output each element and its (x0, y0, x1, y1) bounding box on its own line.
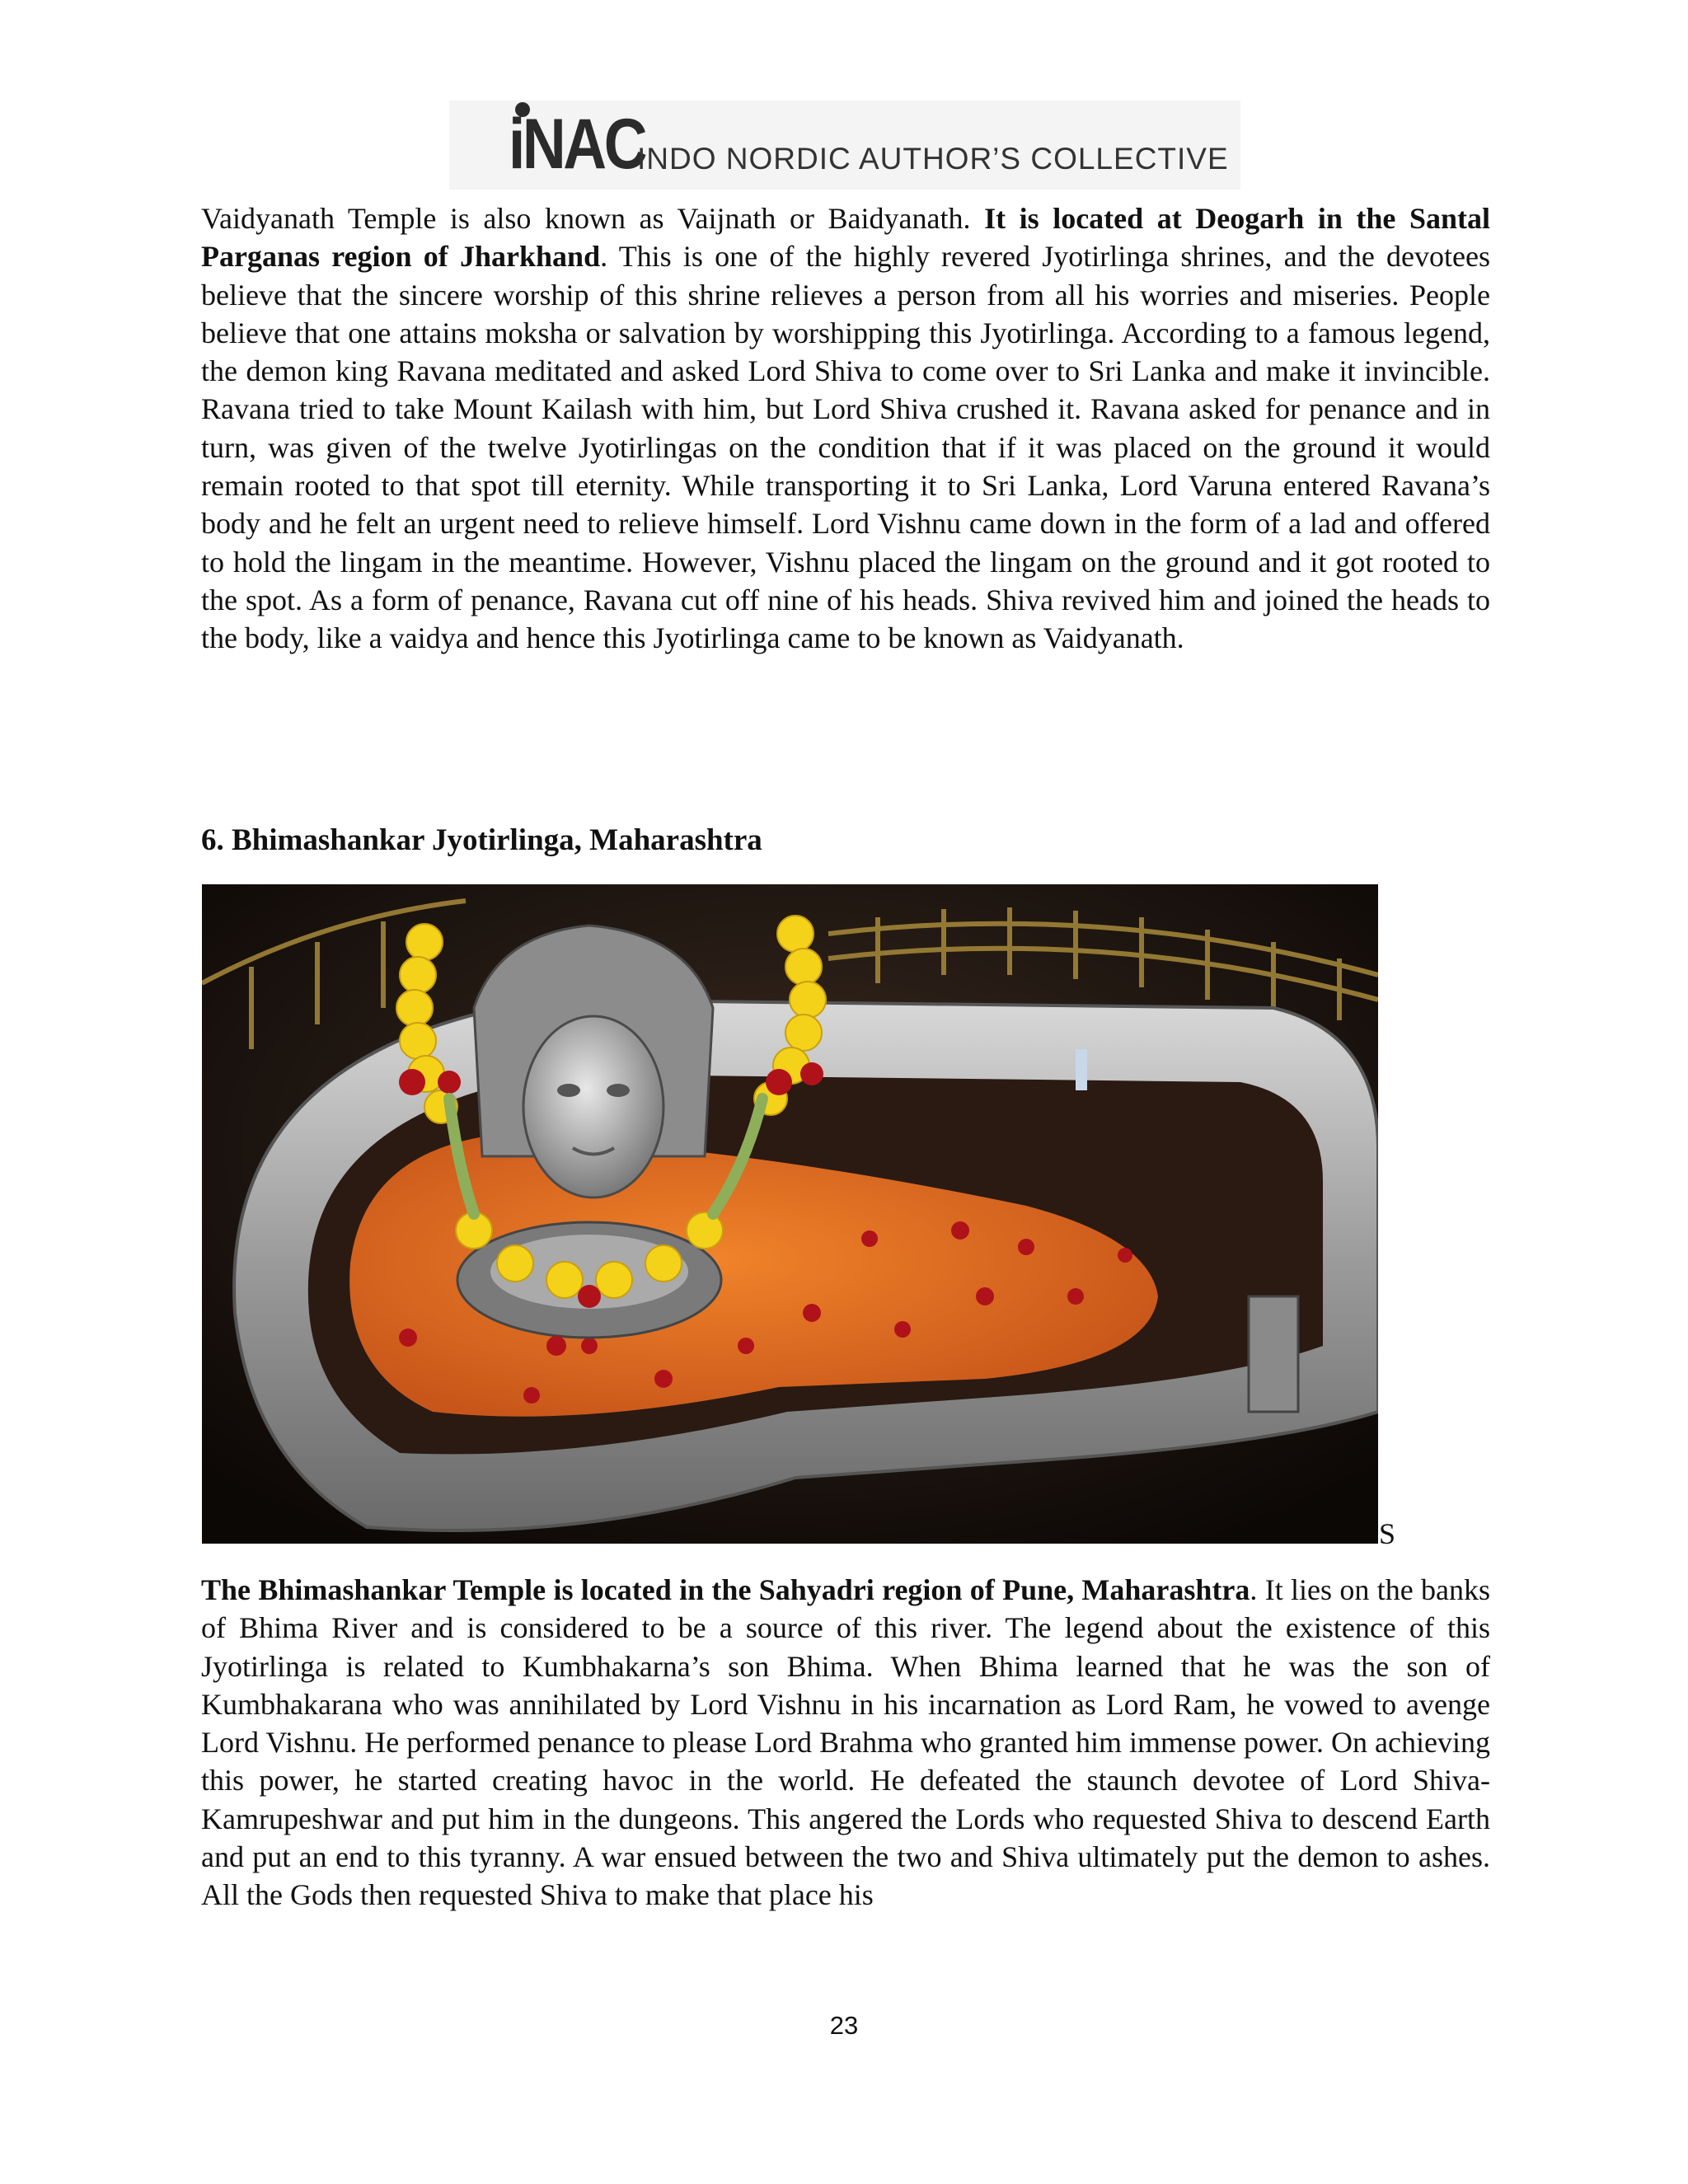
bhimashankar-paragraph (201, 1571, 1490, 1915)
bhimashankar-heading: 6. Bhimashankar Jyotirlinga, Maharashtra (201, 823, 762, 857)
bhimashankar-text-1: . It lies on the banks of Bhima River and is considered to be a source of this river. The legend about the existence of this Jyotirlinga is related to Kumbhakarna’s son Bhima. When Bhima learned that he was the son of Kumbhakarana who was annihilated by Lord Vishnu in his incarnation as Lord Ram, he vowed to avenge Lord Vishnu. He performed penance to please Lord Brahma who granted him immense power. On achieving this power, he started creating havoc in the world. He defeated the staunch devotee of Lord Shiva-Kamrupeshwar and put him in the dungeons. This angered the Lords who requested Shiva to descend Earth and put an end to this tyranny. A war ensued between the two and Shiva ultimately put the demon to ashes. All the Gods then requested Shiva to make that place his (201, 1573, 1490, 1912)
vaidyanath-text-2: . This is one of the highly revered Jyotirlinga shrines, and the devotees believe that the sincere worship of this shrine relieves a person from all his worries and miseries. People believe that one attains moksha or salvation by worshipping this Jyotirlinga. According to a famous legend, the demon king Ravana meditated and asked Lord Shiva to come over to Sri Lanka and make it invincible. Ravana tried to take Mount Kailash with him, but Lord Shiva crushed it. Ravana asked for penance and in turn, was given of the twelve Jyotirlingas on the condition that if it was placed on the ground it would remain rooted to that spot till eternity. While transporting it to Sri Lanka, Lord Varuna entered Ravana’s body and he felt an urgent need to relieve himself. Lord Vishnu came down in the form of a lad and offered to hold the lingam in the meantime. However, Vishnu placed the lingam on the ground and it got rooted to the spot. As a form of penance, Ravana cut off nine of his heads. Shiva revived him and joined the heads to the body, like a vaidya and hence this Jyotirlinga came to be known as Vaidyanath. (201, 240, 1491, 655)
logo-text: INDO NORDIC AUTHOR’S COLLECTIVE (637, 142, 1229, 176)
vaidyanath-bold-location: It is located at Deogarh in the Santal Parganas region of Jharkhand (201, 202, 1490, 274)
page-number: 23 (829, 2011, 859, 2040)
vaidyanath-paragraph (201, 199, 1490, 658)
logo-mark: iNAC (509, 105, 645, 184)
bhimashankar-jyotirlinga-photo (202, 884, 1378, 1544)
bhimashankar-bold-location: The Bhimashankar Temple is located in the Sahyadri region of Pune, Maharashtra (201, 1573, 1250, 1606)
header-logo (449, 101, 1240, 190)
stray-character: S (1379, 1517, 1396, 1550)
vaidyanath-text-1: Vaidyanath Temple is also known as Vaijnath or Baidyanath. (201, 202, 985, 235)
